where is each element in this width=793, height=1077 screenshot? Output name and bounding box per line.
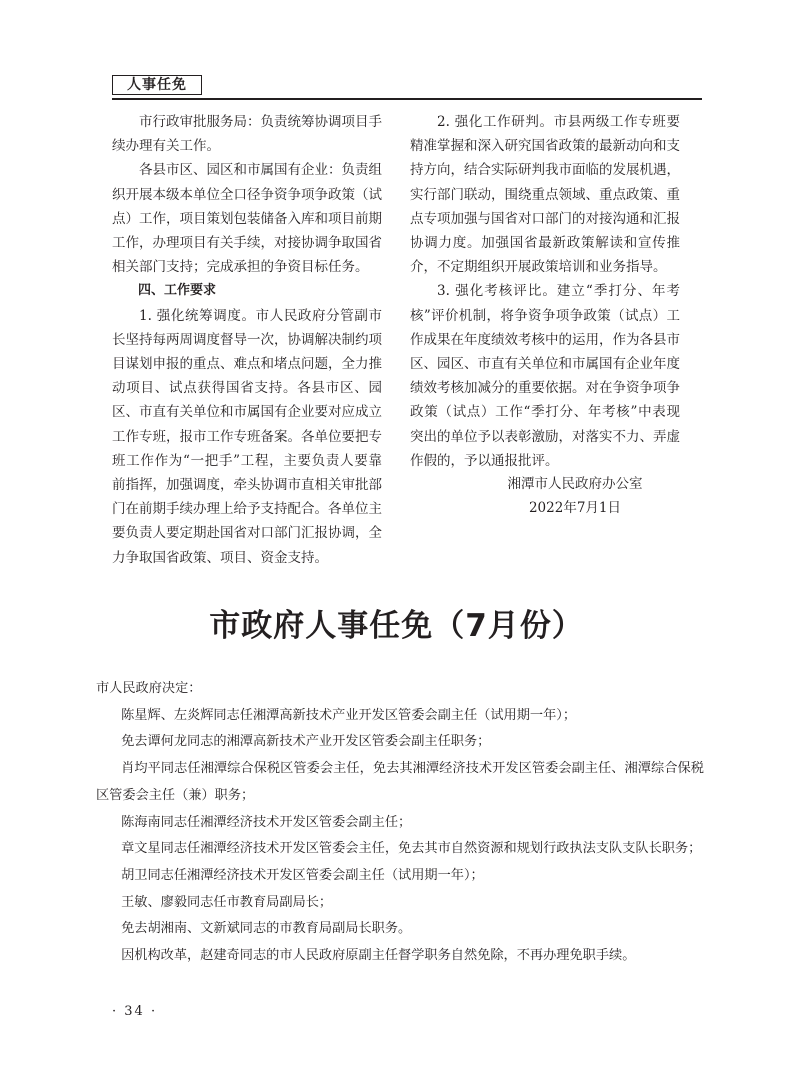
paragraph: 各县市区、园区和市属国有企业：负责组织开展本级本单位全口径争资争项争政策（试点）工作，项目策划包装储备入库和项目前期工作，办理项目有关手续，对接协调争取国省相关部门支持；完成承担的争资目标任务。 [112, 162, 382, 276]
appointment-item: 王敏、廖毅同志任市教育局副局长； [121, 894, 333, 910]
appointment-item: 陈海南同志任湘潭经济技术开发区管委会副主任； [121, 814, 412, 830]
section-heading: 四、工作要求 [138, 283, 217, 299]
decision-items [96, 703, 704, 970]
appointment-item: 陈星辉、左炎辉同志任湘潭高新技术产业开发区管委会副主任（试用期一年）； [121, 707, 577, 723]
right-column [410, 110, 680, 473]
issue-date: 2022年7月1日 [528, 500, 622, 516]
decision-body [96, 676, 704, 970]
paragraph: 3. 强化考核评比。建立“季打分、年考核”评价机制，将争资争项争政策（试点）工作成果在年度绩效考核中的运用，作为各县市区、园区、市直有关单位和市属国有企业年度绩效考核加减分的重要依据。对在争资争项争政策（试点）工作“季打分、年考核”中表现突出的单位予以表彰激励，对落实不力、弄虚作假的，予以通报批评。 [410, 283, 680, 469]
signoff [410, 472, 740, 520]
paragraph: 2. 强化工作研判。市县两级工作专班要精准掌握和深入研究国省政策的最新动向和支持方向，结合实际研判我市面临的发展机遇，实行部门联动，围绕重点领域、重点政策、重点专项加强与国省对口部门的对接沟通和汇报协调力度。加强国省最新政策解读和宣传推介，不定期组织开展政策培训和业务指导。 [410, 114, 680, 276]
paragraph: 市行政审批服务局：负责统筹协调项目手续办理有关工作。 [112, 114, 382, 155]
appointment-item: 章文星同志任湘潭经济技术开发区管委会主任，免去其市自然资源和规划行政执法支队支队长职务； [121, 841, 702, 857]
page-number: · 34 · [112, 1004, 158, 1019]
header-rule [112, 98, 702, 100]
left-column [112, 110, 382, 570]
decision-intro: 市人民政府决定： [96, 681, 202, 696]
appointment-item: 肖均平同志任湘潭综合保税区管委会主任，免去其湘潭经济技术开发区管委会副主任、湘潭综合保税区管委会主任（兼）职务； [96, 761, 704, 803]
appointment-item: 因机构改革，赵建奇同志的市人民政府原副主任督学职务自然免除，不再办理免职手续。 [121, 948, 636, 964]
appointment-item: 免去胡湘南、文新斌同志的市教育局副局长职务。 [121, 921, 412, 937]
article-title: 市政府人事任免（7月份） [209, 608, 584, 644]
appointment-item: 免去谭何龙同志的湘潭高新技术产业开发区管委会副主任职务； [121, 734, 491, 750]
section-tag: 人事任免 [112, 75, 202, 95]
paragraph: 1. 强化统筹调度。市人民政府分管副市长坚持每两周调度督导一次，协调解决制约项目谋划申报的重点、难点和堵点问题，全力推动项目、试点获得国省支持。各县市区、园区、市直有关单位和市属国有企业要对应成立工作专班，报市工作专班备案。各单位要把专班工作作为“一把手”工程，主要负责人要靠前指挥，加强调度，牵头协调市直相关审批部门在前期手续办理上给予支持配合。各单位主要负责人要定期赴国省对口部门汇报协调，全力争取国省政策、项目、资金支持。 [112, 307, 382, 566]
issuer-name: 湘潭市人民政府办公室 [507, 476, 643, 492]
appointment-item: 胡卫同志任湘潭经济技术开发区管委会副主任（试用期一年）； [121, 867, 484, 883]
